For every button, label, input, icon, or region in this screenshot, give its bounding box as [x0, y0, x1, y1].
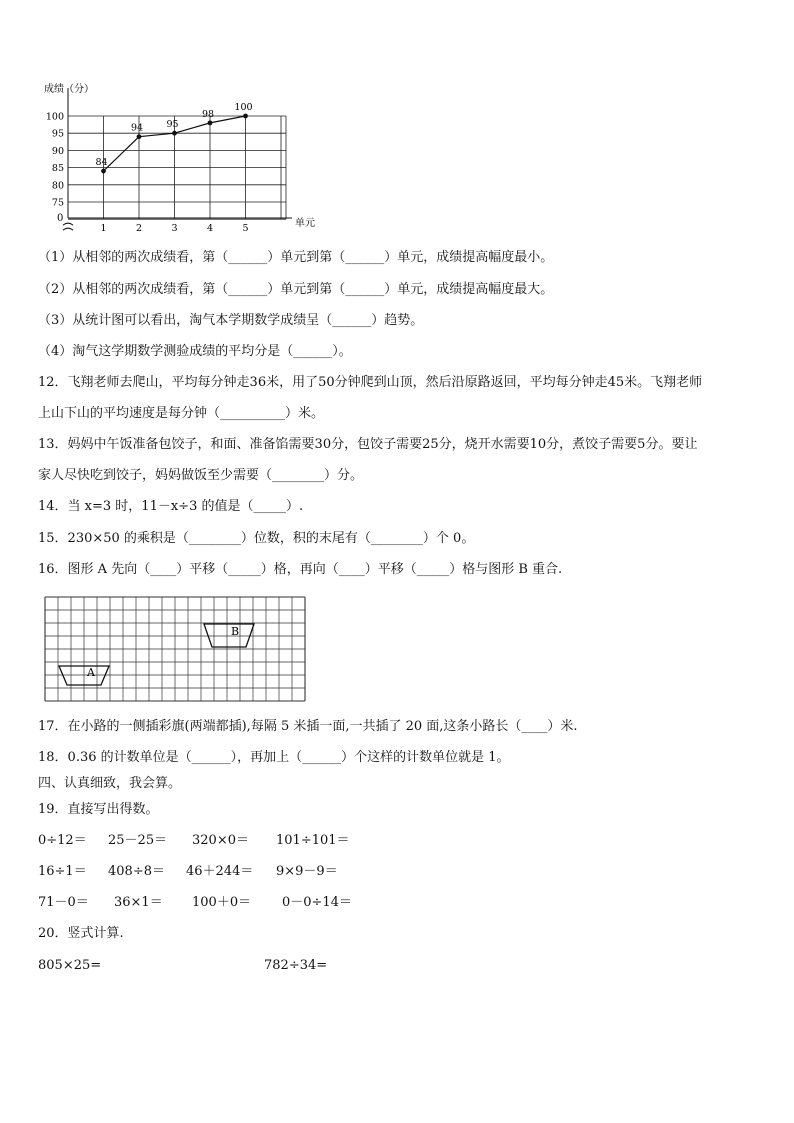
q11-part4: （4）淘气这学期数学测验成绩的平均分是（______）。 — [38, 344, 352, 359]
q18: 18．0.36 的计数单位是（______），再加上（______）个这样的计数单位就是 1。 — [38, 750, 510, 765]
q14: 14．当 x=3 时，11－x÷3 的值是（_____）. — [38, 499, 304, 514]
chart-data-label: 100 — [234, 102, 253, 113]
chart-ylabel: 成绩（分） — [44, 84, 94, 95]
q19-item: 0÷12＝ — [38, 833, 87, 848]
chart-origin-label: 0 — [57, 213, 64, 224]
q19-item: 0－0÷14＝ — [282, 895, 352, 910]
chart-y-tick-label: 80 — [51, 180, 64, 192]
shape-a-label: A — [87, 666, 95, 679]
q19-item: 25－25＝ — [108, 833, 168, 848]
q20-item: 782÷34= — [264, 958, 328, 973]
q11-part3: （3）从统计图可以看出，淘气本学期数学成绩呈（______）趋势。 — [38, 313, 424, 328]
q19-row-2 — [38, 862, 638, 882]
chart-x-tick-label: 2 — [135, 223, 143, 234]
chart-data-label: 95 — [166, 119, 179, 131]
q15: 15．230×50 的乘积是（________）位数，积的末尾有（________）个 0。 — [38, 531, 475, 546]
q13-line2: 家人尽快吃到饺子，妈妈做饭至少需要（________）分。 — [38, 468, 364, 483]
chart-axis-break — [63, 223, 73, 230]
q19-item: 9×9－9＝ — [276, 864, 338, 879]
q11-part2: （2）从相邻的两次成绩看，第（______）单元到第（______）单元，成绩提高幅度最大。 — [38, 282, 554, 297]
shape-b — [204, 624, 254, 647]
chart-xlabel: 单元 — [295, 218, 315, 229]
chart-y-tick-label: 85 — [51, 163, 64, 175]
chart-x-tick-label: 4 — [206, 223, 214, 234]
chart-y-tick-label: 100 — [45, 111, 64, 123]
q12-line1: 12．飞翔老师去爬山，平均每分钟走36米，用了50分钟爬到山顶，然后沿原路返回，平均每分钟走45米。飞翔老师 — [38, 375, 703, 390]
chart-data-point — [137, 134, 142, 139]
score-line-chart — [30, 78, 360, 238]
q19-item: 320×0＝ — [192, 833, 249, 848]
chart-data-label: 84 — [95, 157, 108, 169]
q19-item: 101÷101＝ — [276, 833, 350, 848]
q20-row — [38, 956, 638, 976]
q16: 16．图形 A 先向（____）平移（_____）格，再向（____）平移（_____）格与图形 B 重合. — [38, 562, 563, 577]
q19-row-1 — [38, 831, 638, 851]
q19-item: 100＋0＝ — [192, 895, 252, 910]
translation-grid-figure — [44, 596, 308, 706]
q20-title: 20．竖式计算. — [38, 926, 124, 941]
chart-y-tick-label: 90 — [51, 145, 64, 157]
chart-data-point — [243, 114, 248, 119]
q11-part1: （1）从相邻的两次成绩看，第（______）单元到第（______）单元，成绩提高幅度最小。 — [38, 250, 554, 265]
chart-y-tick-label: 95 — [51, 128, 64, 140]
chart-x-tick-label: 1 — [100, 223, 107, 234]
shape-b-label: B — [231, 625, 240, 638]
chart-data-label: 98 — [201, 108, 215, 120]
chart-data-label: 94 — [130, 122, 144, 134]
q12-line2: 上山下山的平均速度是每分钟（__________）米。 — [38, 406, 325, 421]
chart-x-tick-label: 5 — [242, 223, 249, 234]
chart-data-point — [101, 169, 106, 174]
chart-data-point — [208, 120, 213, 125]
chart-y-tick-label: 75 — [51, 197, 64, 209]
q20-item: 805×25= — [38, 958, 102, 973]
q19-item: 16÷1＝ — [38, 864, 87, 879]
q19-item: 36×1＝ — [114, 895, 163, 910]
chart-x-tick-label: 3 — [171, 223, 178, 234]
section-4-heading: 四、认真细致，我会算。 — [38, 776, 182, 791]
chart-data-point — [172, 131, 177, 136]
q19-item: 408÷8＝ — [108, 864, 165, 879]
q19-item: 46＋244＝ — [186, 864, 254, 879]
q19-title: 19．直接写出得数。 — [38, 802, 159, 817]
q13-line1: 13．妈妈中午饭准备包饺子，和面、准备馅需要30分，包饺子需要25分，烧开水需要10分，煮饺子需要5分。要让 — [38, 437, 698, 452]
q19-item: 71－0＝ — [38, 895, 89, 910]
q19-row-3 — [38, 893, 638, 913]
q17: 17．在小路的一侧插彩旗(两端都插),每隔 5 米插一面,一共插了 20 面,这条小路长（____）米. — [38, 719, 578, 734]
